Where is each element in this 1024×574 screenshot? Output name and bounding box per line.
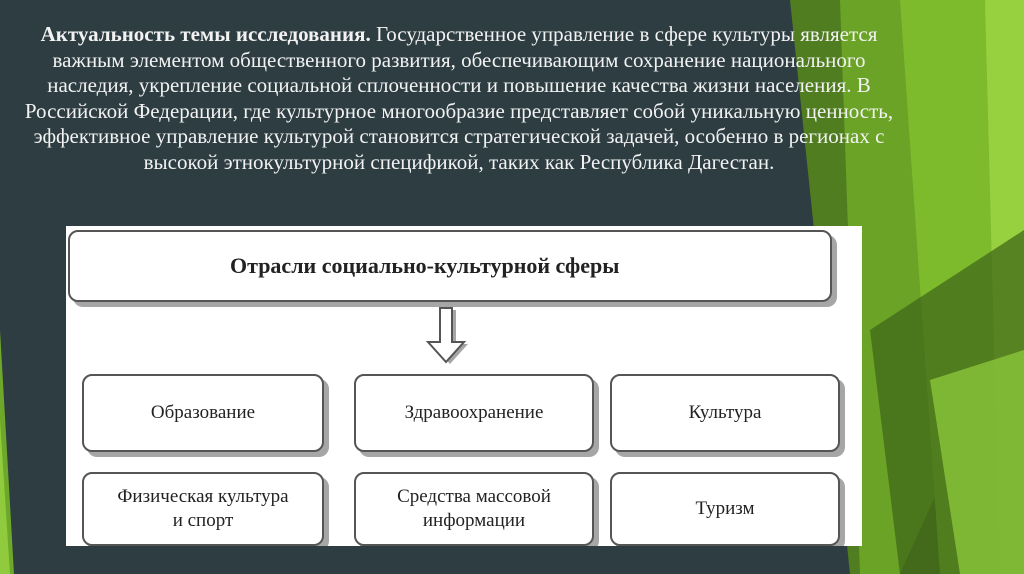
branch-label: Образование	[150, 402, 256, 423]
org-diagram	[66, 226, 862, 546]
branch-mass-media	[354, 472, 594, 546]
branch-education	[82, 374, 324, 452]
down-arrow-icon	[416, 306, 476, 366]
branch-culture	[610, 374, 840, 452]
paragraph-body: Государственное управление в сфере культуры является важным элементом общественного развития, обеспечивающим сохранение национального наследия, укрепление социальной сплоченности и повышение качества жизни населения. В Российской Федерации, где культурное многообразие представляет собой уникальную ценность, эффективное управление культурой становится стратегической задачей, особенно в регионах с высокой этнокультурной спецификой, таких как Республика Дагестан.	[24, 22, 894, 174]
branch-label: Туризм	[695, 498, 755, 519]
slide-paragraph	[20, 22, 898, 176]
branch-label: Физическая культура и спорт	[117, 486, 289, 531]
branch-tourism	[610, 472, 840, 546]
diagram-title: Отрасли социально-культурной сферы	[230, 253, 620, 278]
branch-label: Средства массовой информации	[397, 486, 551, 531]
branch-label: Здравоохранение	[404, 402, 544, 423]
branch-sport	[82, 472, 324, 546]
branch-healthcare	[354, 374, 594, 452]
paragraph-heading: Актуальность темы исследования.	[40, 22, 371, 46]
diagram-title-box	[68, 230, 832, 302]
branch-label: Культура	[688, 402, 762, 423]
